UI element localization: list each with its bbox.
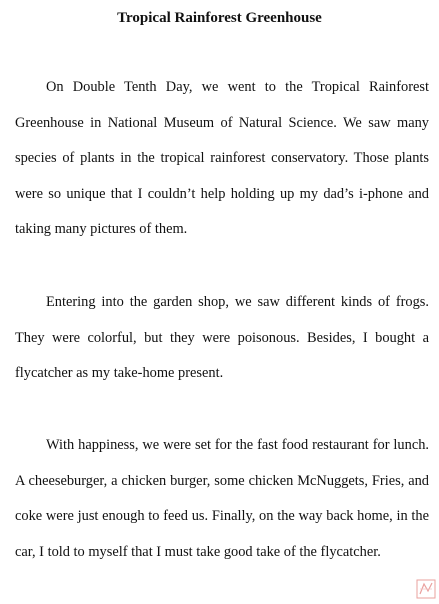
paragraph-1: On Double Tenth Day, we went to the Tropical Rainforest Greenhouse in National Museum of Natural Science. We saw many species of plants in the tropical rainforest conservatory. Those plants were so unique that I couldn’t help holding up my dad’s i-phone and taking many pictures of them.: [15, 79, 429, 238]
watermark-logo-icon: [416, 579, 436, 599]
document-title: Tropical Rainforest Greenhouse: [117, 10, 322, 26]
paragraph-2: Entering into the garden shop, we saw different kinds of frogs. They were colorful, but they were poisonous. Besides, I bought a flycatcher as my take-home present.: [15, 294, 429, 382]
paragraph-3: With happiness, we were set for the fast food restaurant for lunch. A cheeseburger, a chicken burger, some chicken McNuggets, Fries, and coke were just enough to feed us. Finally, on the way back home, in the car, I told to myself that I must take good take of the flycatcher.: [15, 437, 429, 560]
